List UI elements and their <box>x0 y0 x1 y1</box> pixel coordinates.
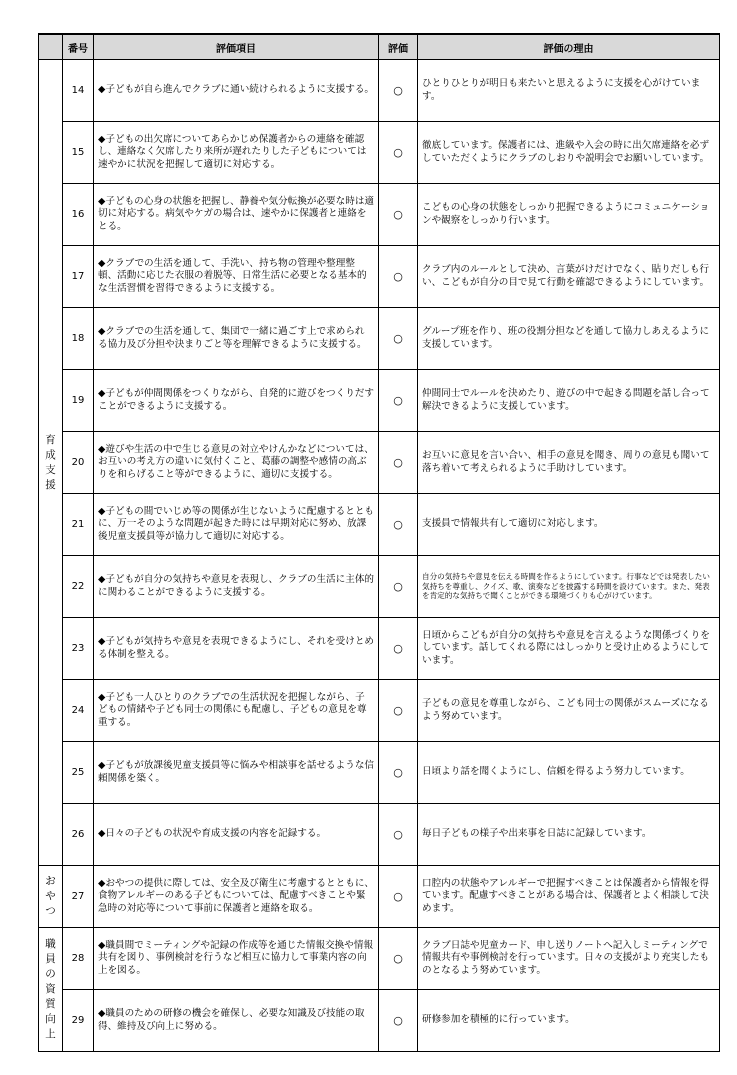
evaluation-mark: ○ <box>379 742 418 804</box>
evaluation-reason: 子どもの意見を尊重しながら、こども同士の関係がスムーズになるよう努めています。 <box>418 680 720 742</box>
table-row <box>39 122 720 184</box>
category-cell <box>39 928 63 1052</box>
evaluation-item: ◆おやつの提供に際しては、安全及び衛生に考慮するとともに、食物アレルギーのある子どもについては、配慮すべきことや緊急時の対応等について事前に保護者と連絡を取る。 <box>94 866 379 928</box>
evaluation-reason: 日頃より話を聞くようにし、信頼を得るよう努力しています。 <box>418 742 720 804</box>
evaluation-item: ◆子どもが仲間関係をつくりながら、自発的に遊びをつくりだすことができるように支援する。 <box>94 370 379 432</box>
evaluation-mark: ○ <box>379 680 418 742</box>
evaluation-reason: 研修参加を積極的に行っています。 <box>418 990 720 1052</box>
table-row <box>39 308 720 370</box>
evaluation-item: ◆子どもの間でいじめ等の関係が生じないように配慮するとともに、万一そのような問題が起きた時には早期対応に努め、放課後児童支援員等が協力して適切に対応する。 <box>94 494 379 556</box>
category-char: 員 <box>45 953 56 965</box>
category-cell <box>39 60 63 866</box>
evaluation-item: ◆子どもの出欠席についてあらかじめ保護者からの連絡を確認し、連絡なく欠席したり来所が遅れたりした子どもについては速やかに状況を把握して適切に対応する。 <box>94 122 379 184</box>
evaluation-reason: お互いに意見を言い合い、相手の意見を聞き、周りの意見も聞いて落ち着いて考えられるように手助けしています。 <box>418 432 720 494</box>
category-char: お <box>45 875 56 887</box>
table-row <box>39 184 720 246</box>
table-row <box>39 990 720 1052</box>
table-row <box>39 494 720 556</box>
evaluation-reason: 自分の気持ちや意見を伝える時間を作るようにしています。行事などでは発表したい気持ちを尊重し、クイズ、歌、演奏などを披露する時間を設けています。また、発表を肯定的な気持ちで聞くことができる環境づくりも心がけています。 <box>418 556 720 618</box>
evaluation-reason: 徹底しています。保護者には、進級や入会の時に出欠席連絡を必ずしていただくようにクラブのしおりや説明会でお願いしています。 <box>418 122 720 184</box>
evaluation-item: ◆クラブでの生活を通して、手洗い、持ち物の管理や整理整頓、活動に応じた衣服の着脱等、日常生活に必要となる基本的な生活習慣を習得できるように支援する。 <box>94 246 379 308</box>
evaluation-item: ◆クラブでの生活を通して、集団で一緒に過ごす上で求められる協力及び分担や決まりごと等を理解できるように支援する。 <box>94 308 379 370</box>
evaluation-mark: ○ <box>379 556 418 618</box>
table-row <box>39 60 720 122</box>
evaluation-mark: ○ <box>379 432 418 494</box>
evaluation-table <box>38 33 720 1052</box>
evaluation-item: ◆遊びや生活の中で生じる意見の対立やけんかなどについては、お互いの考え方の違いに気付くこと、葛藤の調整や感情の高ぶりを和らげること等ができるように、適切に支援する。 <box>94 432 379 494</box>
evaluation-mark: ○ <box>379 60 418 122</box>
table-row <box>39 246 720 308</box>
row-number: 21 <box>63 494 94 556</box>
evaluation-reason: グループ班を作り、班の役割分担などを通して協力しあえるように支援しています。 <box>418 308 720 370</box>
row-number: 19 <box>63 370 94 432</box>
row-number: 15 <box>63 122 94 184</box>
table-row <box>39 742 720 804</box>
evaluation-reason: 口腔内の状態やアレルギーで把握すべきことは保護者から情報を得ています。配慮すべきことがある場合は、保護者とよく相談して決めます。 <box>418 866 720 928</box>
evaluation-reason: クラブ内のルールとして決め、言葉がけだけでなく、貼りだしも行い、こどもが自分の目で見て行動を確認できるようにしています。 <box>418 246 720 308</box>
row-number: 16 <box>63 184 94 246</box>
evaluation-mark: ○ <box>379 618 418 680</box>
evaluation-mark: ○ <box>379 494 418 556</box>
evaluation-reason: 日頃からこどもが自分の気持ちや意見を言えるような関係づくりをしています。話してくれる際にはしっかりと受け止めるようにしています。 <box>418 618 720 680</box>
evaluation-mark: ○ <box>379 928 418 990</box>
category-char: や <box>45 890 56 902</box>
category-char: 質 <box>45 998 56 1010</box>
table-row <box>39 432 720 494</box>
evaluation-item: ◆子ども一人ひとりのクラブでの生活状況を把握しながら、子どもの情緒や子ども同士の関係にも配慮し、子どもの意見を尊重する。 <box>94 680 379 742</box>
evaluation-reason: ひとりひとりが明日も来たいと思えるように支援を心がけています。 <box>418 60 720 122</box>
table-row <box>39 680 720 742</box>
table-row <box>39 618 720 680</box>
row-number: 18 <box>63 308 94 370</box>
evaluation-mark: ○ <box>379 246 418 308</box>
row-number: 24 <box>63 680 94 742</box>
row-number: 14 <box>63 60 94 122</box>
evaluation-mark: ○ <box>379 122 418 184</box>
evaluation-item: ◆子どもが気持ちや意見を表現できるようにし、それを受けとめる体制を整える。 <box>94 618 379 680</box>
row-number: 27 <box>63 866 94 928</box>
table-row <box>39 370 720 432</box>
row-number: 29 <box>63 990 94 1052</box>
evaluation-item: ◆子どもの心身の状態を把握し、静養や気分転換が必要な時は適切に対応する。病気やケガの場合は、速やかに保護者と連絡をとる。 <box>94 184 379 246</box>
evaluation-reason: クラブ日誌や児童カード、申し送りノートへ記入しミーティングで情報共有や事例検討を行っています。日々の支援がより充実したものとなるよう努めています。 <box>418 928 720 990</box>
header-row <box>39 34 720 60</box>
category-char: 成 <box>45 448 56 461</box>
row-number: 17 <box>63 246 94 308</box>
evaluation-item: ◆日々の子どもの状況や育成支援の内容を記録する。 <box>94 804 379 866</box>
evaluation-item: ◆子どもが自分の気持ちや意見を表現し、クラブの生活に主体的に関わることができるように支援する。 <box>94 556 379 618</box>
category-char: 育 <box>45 433 56 446</box>
evaluation-item: ◆職員間でミーティングや記録の作成等を通じた情報交換や情報共有を図り、事例検討を行うなど相互に協力して事業内容の向上を図る。 <box>94 928 379 990</box>
evaluation-mark: ○ <box>379 184 418 246</box>
evaluation-item: ◆子どもが自ら進んでクラブに通い続けられるように支援する。 <box>94 60 379 122</box>
category-char: 上 <box>45 1028 56 1040</box>
row-number: 23 <box>63 618 94 680</box>
evaluation-mark: ○ <box>379 308 418 370</box>
table-row <box>39 556 720 618</box>
reason-header: 評価の理由 <box>418 34 720 60</box>
category-char: 資 <box>45 983 56 995</box>
row-number: 20 <box>63 432 94 494</box>
category-char: の <box>45 968 56 980</box>
evaluation-mark: ○ <box>379 990 418 1052</box>
category-char: つ <box>45 905 56 917</box>
evaluation-mark: ○ <box>379 370 418 432</box>
evaluation-reason: こどもの心身の状態をしっかり把握できるようにコミュニケーションや観察をしっかり行います。 <box>418 184 720 246</box>
row-number: 28 <box>63 928 94 990</box>
category-header <box>39 34 63 60</box>
evaluation-reason: 毎日子どもの様子や出来事を日誌に記録しています。 <box>418 804 720 866</box>
item-header: 評価項目 <box>94 34 379 60</box>
evaluation-reason: 支援員で情報共有して適切に対応します。 <box>418 494 720 556</box>
row-number: 25 <box>63 742 94 804</box>
evaluation-item: ◆子どもが放課後児童支援員等に悩みや相談事を話せるような信頼関係を築く。 <box>94 742 379 804</box>
category-char: 援 <box>45 478 56 491</box>
category-cell <box>39 866 63 928</box>
category-char: 向 <box>45 1013 56 1025</box>
evaluation-header: 評価 <box>379 34 418 60</box>
table-row <box>39 866 720 928</box>
table-row <box>39 928 720 990</box>
row-number: 26 <box>63 804 94 866</box>
row-number: 22 <box>63 556 94 618</box>
evaluation-mark: ○ <box>379 804 418 866</box>
category-char: 支 <box>45 463 56 476</box>
table-row <box>39 804 720 866</box>
category-char: 職 <box>45 938 56 950</box>
evaluation-reason: 仲間同士でルールを決めたり、遊びの中で起きる問題を話し合って解決できるように支援しています。 <box>418 370 720 432</box>
evaluation-sheet <box>38 33 719 1052</box>
evaluation-item: ◆職員のための研修の機会を確保し、必要な知識及び技能の取得、維持及び向上に努める。 <box>94 990 379 1052</box>
number-header: 番号 <box>63 34 94 60</box>
evaluation-mark: ○ <box>379 866 418 928</box>
